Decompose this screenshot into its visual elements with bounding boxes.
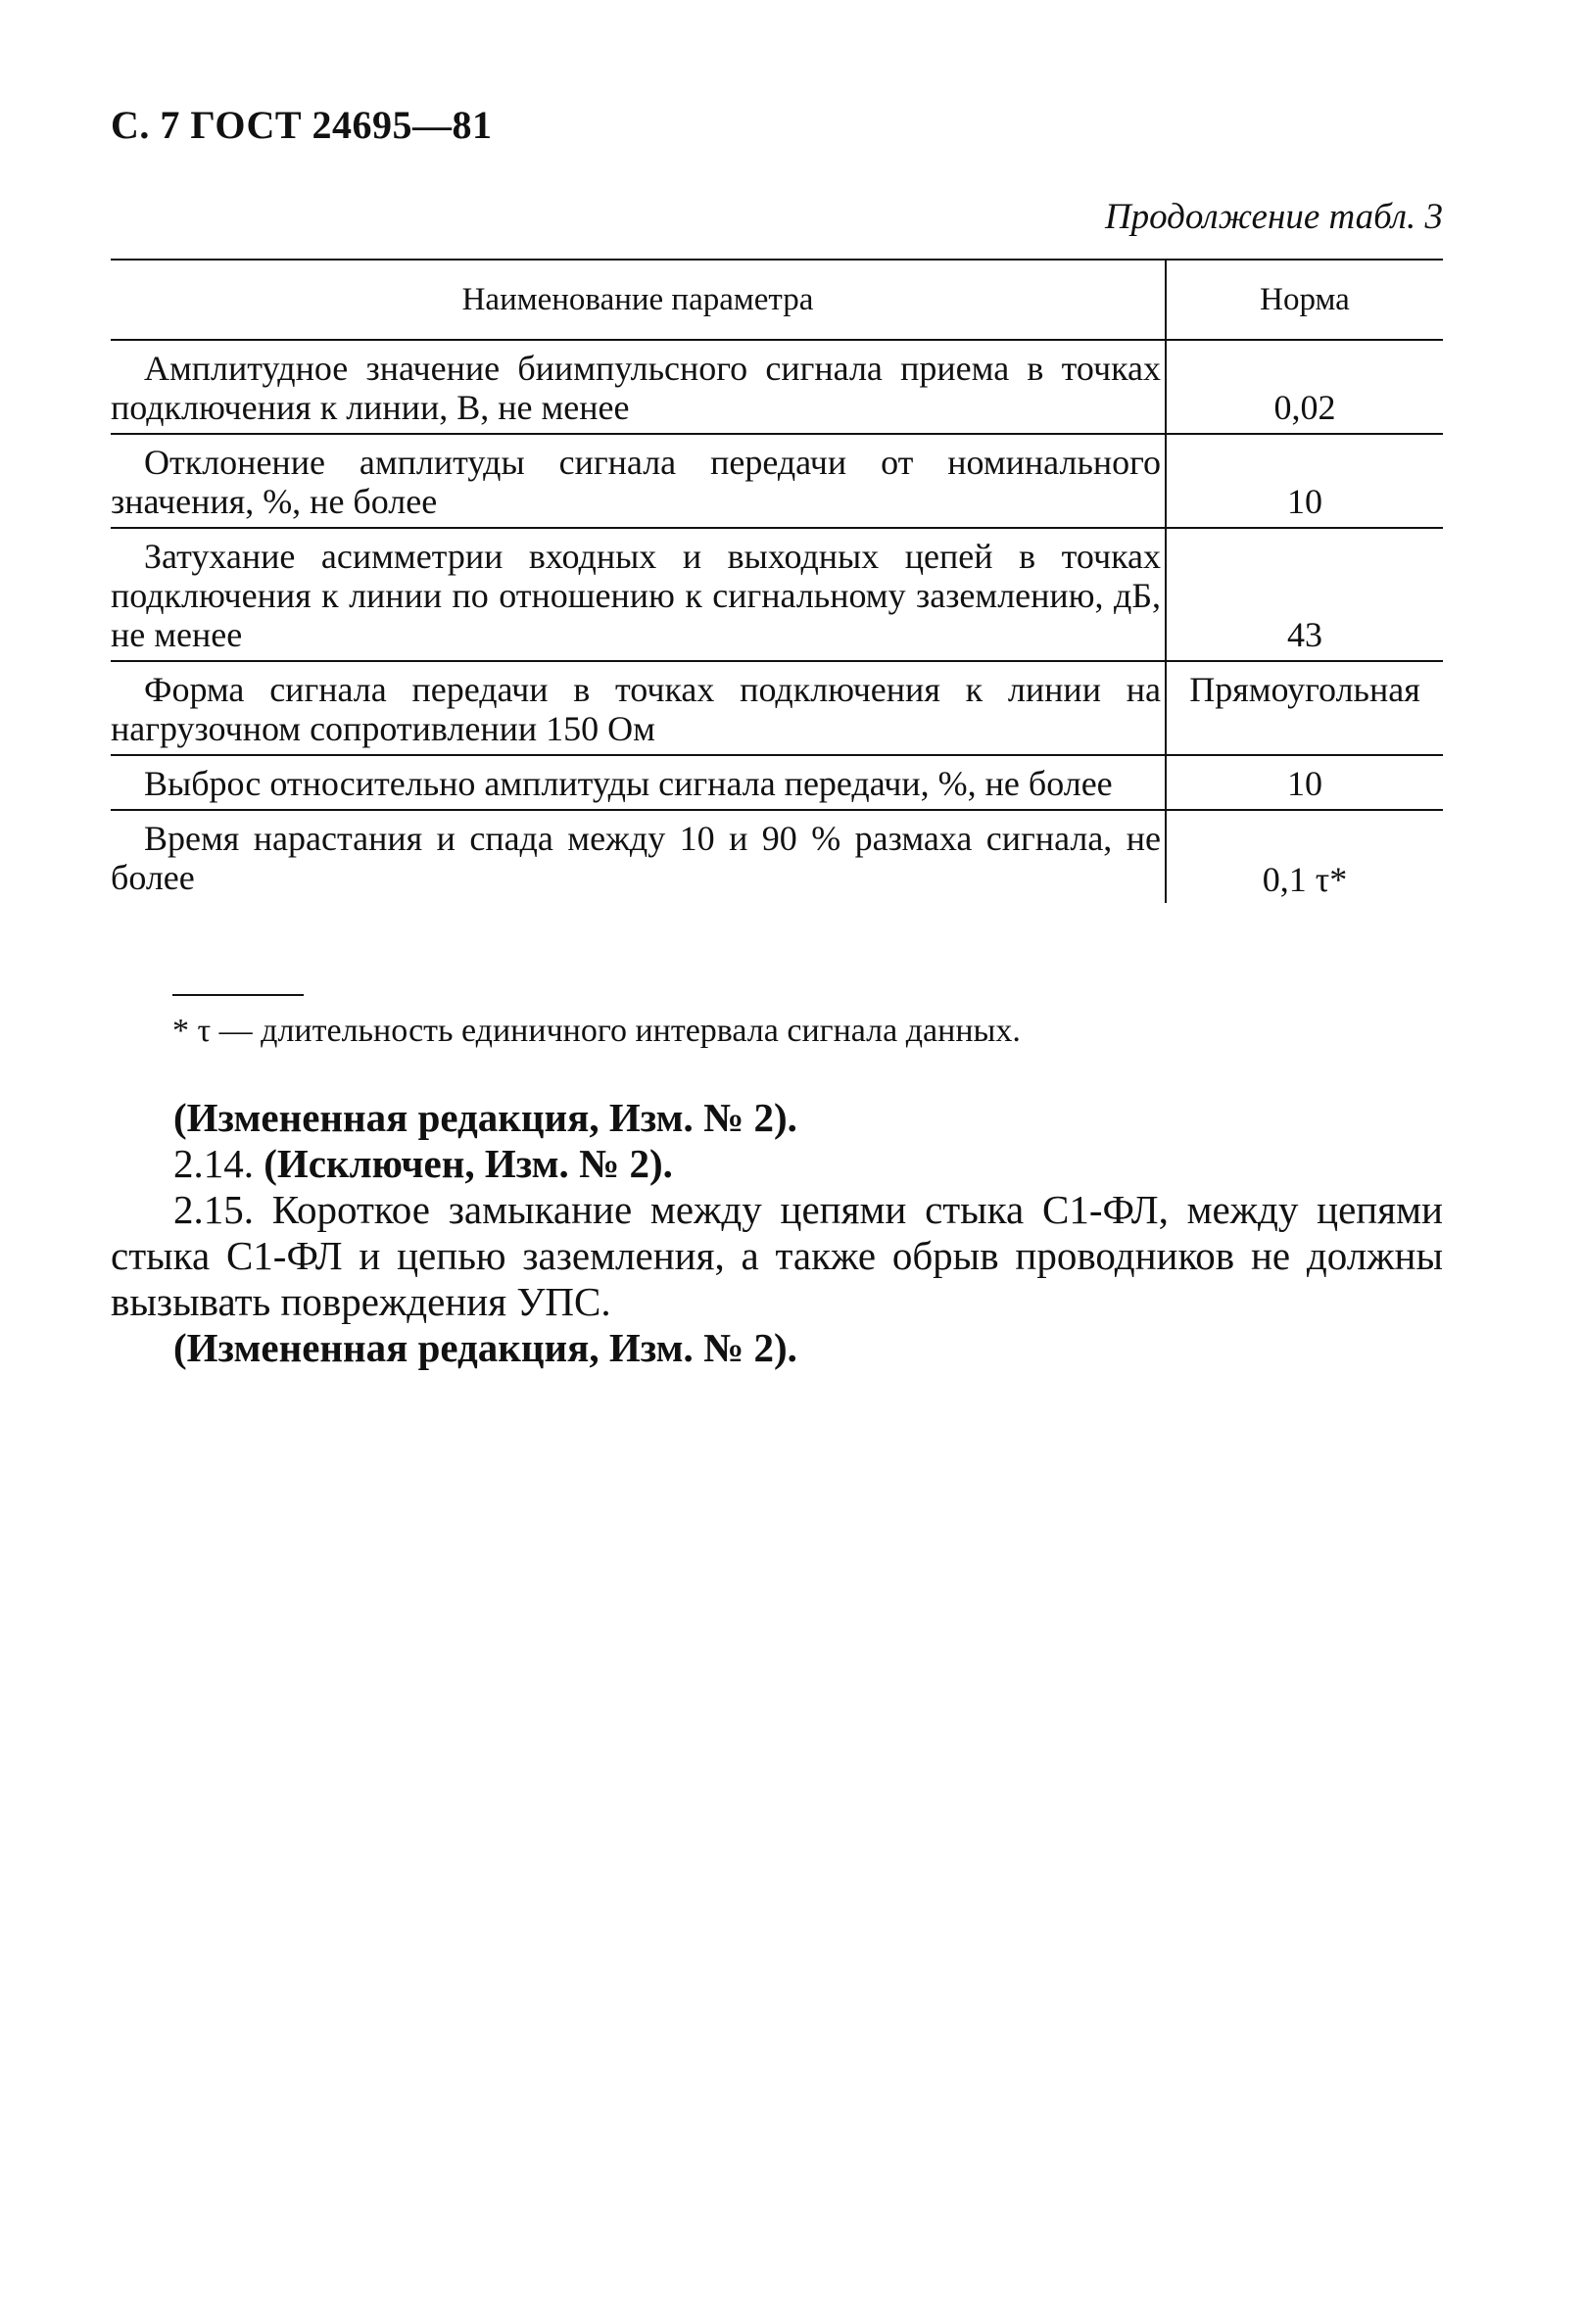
norm-value: 0,02 [1166, 340, 1443, 434]
norm-value: Прямоугольная [1166, 661, 1443, 755]
parameter-name-cell [111, 434, 1166, 528]
parameter-name-cell [111, 528, 1166, 661]
amendment-note: (Измененная редакция, Изм. № 2). [173, 1095, 797, 1140]
footnote: * τ — длительность единичного интервала сигнала данных. [172, 1013, 1021, 1049]
clause-number: 2.15. [173, 1187, 254, 1232]
parameter-name-cell [111, 755, 1166, 810]
parameter-name: Форма сигнала передачи в точках подключения к линии на нагрузочном сопротивлении 150 Ом [111, 670, 1161, 748]
parameter-name: Выброс относительно амплитуды сигнала передачи, %, не более [144, 764, 1113, 803]
parameter-name-cell [111, 340, 1166, 434]
footnote-divider [172, 994, 304, 996]
table-row [111, 340, 1443, 434]
parameter-name: Затухание асимметрии входных и выходных цепей в точках подключения к линии по отношению к сигнальному заземлению, дБ, не менее [111, 537, 1161, 654]
norm-value: 10 [1166, 755, 1443, 810]
table-row [111, 755, 1443, 810]
table-row [111, 434, 1443, 528]
parameters-table [111, 259, 1443, 903]
table-caption: Продолжение табл. 3 [1104, 197, 1443, 237]
column-header-norm: Норма [1166, 260, 1443, 340]
table-header-row [111, 260, 1443, 340]
parameter-name-cell [111, 810, 1166, 903]
parameter-name: Время нарастания и спада между 10 и 90 % размаха сигнала, не более [111, 819, 1161, 897]
table-row [111, 810, 1443, 903]
clause-text: Короткое замыкание между цепями стыка С1-ФЛ, между цепями стыка С1-ФЛ и цепью заземления, а также обрыв проводников не должны вызывать повреждения УПС. [111, 1187, 1443, 1324]
clause-text: (Исключен, Изм. № 2). [264, 1141, 673, 1186]
norm-value: 10 [1166, 434, 1443, 528]
amendment-note: (Измененная редакция, Изм. № 2). [173, 1325, 797, 1370]
clause-number: 2.14. [173, 1141, 254, 1186]
parameter-name-cell [111, 661, 1166, 755]
norm-value: 0,1 τ* [1166, 810, 1443, 903]
table-row [111, 661, 1443, 755]
clause-2-14 [111, 1141, 1443, 1187]
parameter-name: Амплитудное значение биимпульсного сигнала приема в точках подключения к линии, В, не менее [111, 349, 1161, 427]
clause-2-15 [111, 1187, 1443, 1325]
norm-value: 43 [1166, 528, 1443, 661]
parameter-name: Отклонение амплитуды сигнала передачи от номинального значения, %, не более [111, 443, 1161, 521]
body-text [111, 1095, 1443, 1371]
table-row [111, 528, 1443, 661]
page-header: С. 7 ГОСТ 24695—81 [111, 103, 493, 147]
column-header-parameter: Наименование параметра [111, 260, 1166, 340]
